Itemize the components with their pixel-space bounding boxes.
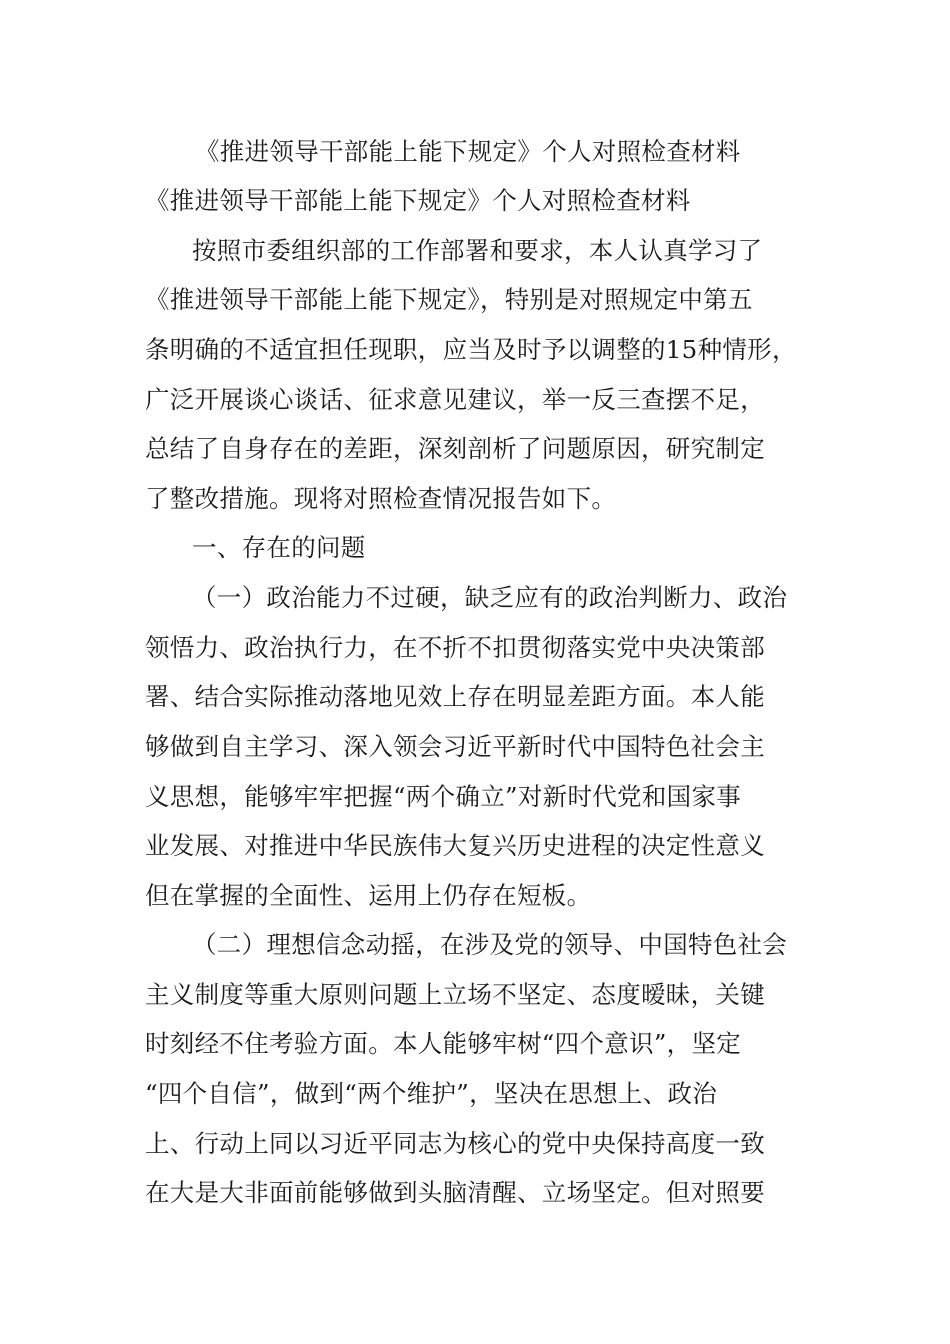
document-title-repeat: 《推进领导干部能上能下规定》个人对照检查材料 (145, 186, 691, 215)
paragraph-line: 总结了自身存在的差距，深刻剖析了问题原因，研究制定 (145, 434, 765, 463)
paragraph-line: 主义制度等重大原则问题上立场不坚定、态度暧昧，关键 (145, 980, 765, 1009)
paragraph-line: （二）理想信念动摇，在涉及党的领导、中国特色社会 (192, 930, 788, 959)
paragraph-line: 在大是大非面前能够做到头脑清醒、立场坚定。但对照要 (145, 1178, 765, 1207)
paragraph-line: （一）政治能力不过硬，缺乏应有的政治判断力、政治 (192, 583, 788, 612)
paragraph-line: 《推进领导干部能上能下规定》，特别是对照规定中第五 (145, 285, 753, 314)
paragraph-line: 义思想，能够牢牢把握“两个确立”对新时代党和国家事 (145, 782, 742, 811)
paragraph-line: 领悟力、政治执行力，在不折不扣贯彻落实党中央决策部 (145, 633, 765, 662)
paragraph-line: 时刻经不住考验方面。本人能够牢树“四个意识”，坚定 (145, 1029, 742, 1058)
section-heading: 一、存在的问题 (192, 533, 366, 562)
paragraph-line: 了整改措施。现将对照检查情况报告如下。 (145, 484, 617, 513)
paragraph-line: 但在掌握的全面性、运用上仍存在短板。 (145, 881, 592, 910)
paragraph-line: 条明确的不适宜担任现职，应当及时予以调整的15种情形， (145, 335, 797, 364)
paragraph-line: 够做到自主学习、深入领会习近平新时代中国特色社会主 (145, 732, 765, 761)
paragraph-line: 广泛开展谈心谈话、征求意见建议，举一反三查摆不足， (145, 385, 765, 414)
paragraph-line: “四个自信”，做到“两个维护”，坚决在思想上、政治 (145, 1079, 718, 1108)
paragraph-line: 业发展、对推进中华民族伟大复兴历史进程的决定性意义 (145, 831, 765, 860)
paragraph-line: 上、行动上同以习近平同志为核心的党中央保持高度一致 (145, 1129, 765, 1158)
paragraph-line: 署、结合实际推动落地见效上存在明显差距方面。本人能 (145, 682, 765, 711)
document-title: 《推进领导干部能上能下规定》个人对照检查材料 (195, 137, 741, 166)
paragraph-line: 按照市委组织部的工作部署和要求，本人认真学习了 (192, 236, 763, 265)
